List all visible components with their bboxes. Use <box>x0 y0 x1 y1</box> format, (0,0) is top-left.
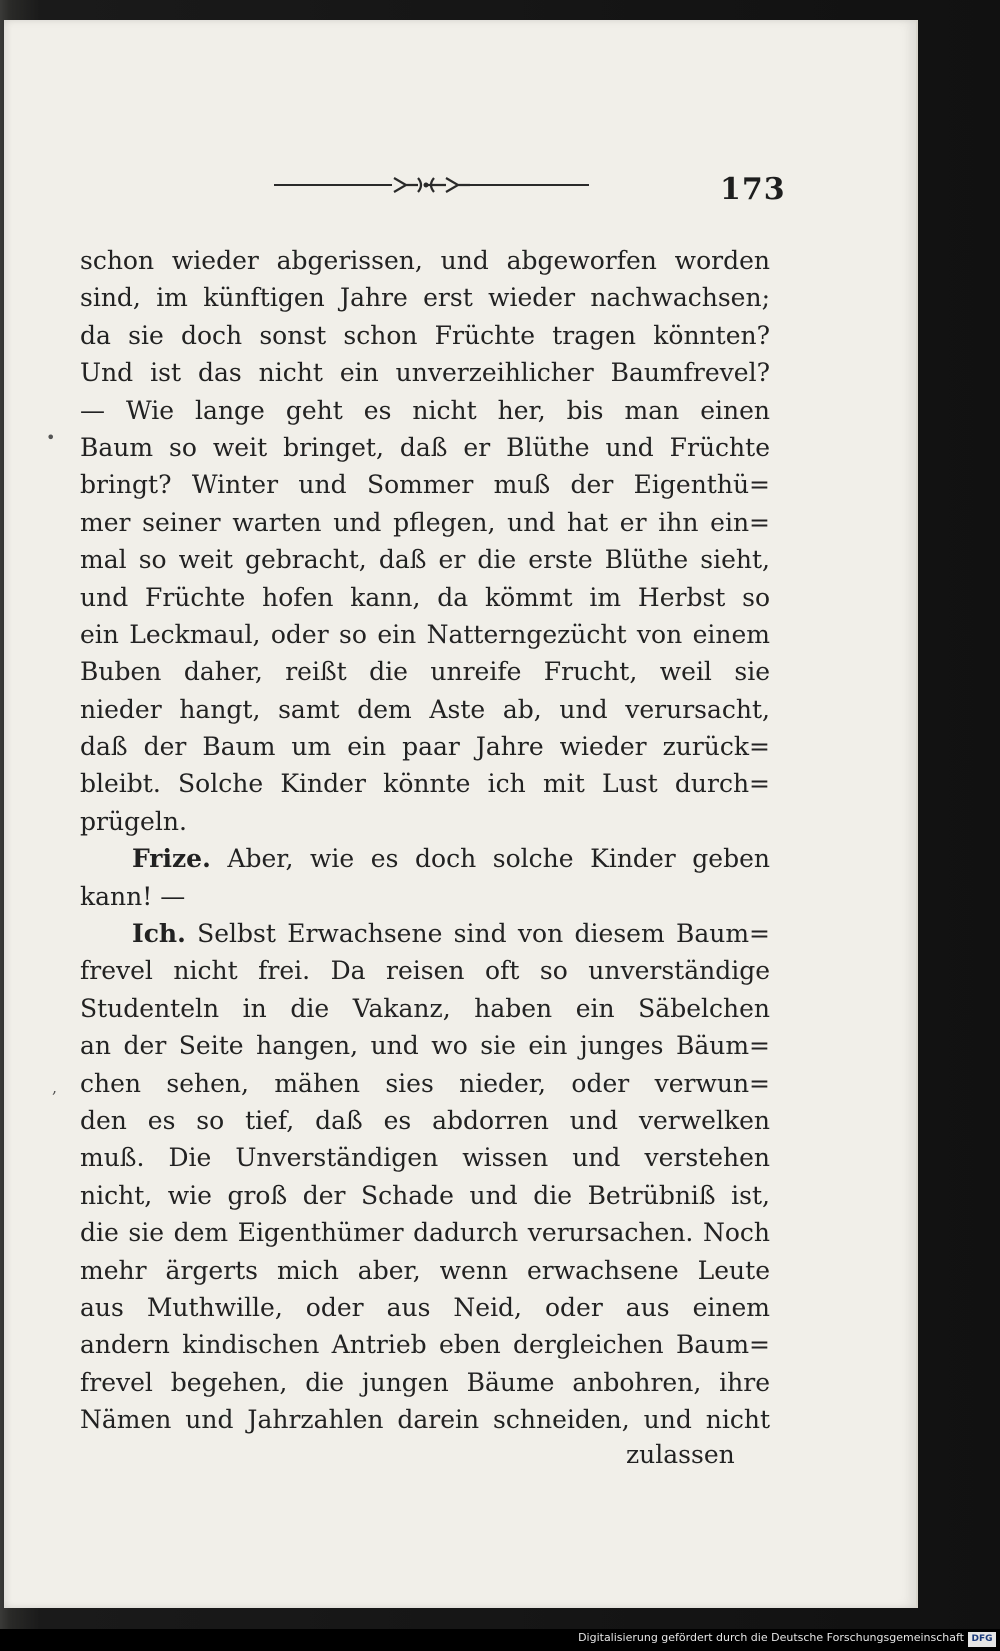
speaker-name: Ich. <box>132 919 186 949</box>
text-line: Buben daher, reißt die unreife Frucht, weil sie <box>80 657 770 687</box>
text-line: nieder hangt, samt dem Aste ab, und verursacht, <box>80 694 770 724</box>
text-line: prügeln. <box>80 806 187 836</box>
text-line: Nämen und Jahrzahlen darein schneiden, und nicht <box>80 1405 770 1435</box>
text-line: mehr ärgerts mich aber, wenn erwachsene Leute <box>80 1255 770 1285</box>
text-line: mal so weit gebracht, daß er die erste Blüthe sieht, <box>80 545 770 575</box>
text-line: schon wieder abgerissen, und abgeworfen worden <box>80 246 770 275</box>
text-line: kann! — <box>80 881 186 911</box>
speaker-name: Frize. <box>132 844 211 874</box>
text-line: die sie dem Eigenthümer dadurch verursachen. Noch <box>80 1218 770 1248</box>
text-line: und Früchte hofen kann, da kömmt im Herbst so <box>80 582 770 612</box>
text-line: nicht, wie groß der Schade und die Betrübniß ist, <box>80 1180 770 1210</box>
header-ornament <box>274 172 589 198</box>
text-line: muß. Die Unverständigen wissen und verstehen <box>80 1143 770 1173</box>
text-line: ein Leckmaul, oder so ein Natterngezücht von einem <box>80 619 770 649</box>
page-number: 173 <box>720 172 786 207</box>
text-line: Baum so weit bringet, daß er Blüthe und Früchte <box>80 432 770 462</box>
dialogue-line <box>80 840 770 877</box>
digitization-footer <box>0 1629 1000 1651</box>
dialogue-line <box>80 915 770 952</box>
footer-credit: Digitalisierung gefördert durch die Deutsche Forschungsgemeinschaft <box>578 1631 964 1644</box>
body-text <box>80 242 770 1439</box>
margin-dot: • <box>46 428 56 447</box>
book-page <box>4 20 918 1608</box>
text-line: frevel nicht frei. Da reisen oft so unverständige <box>80 956 770 986</box>
text-line: andern kindischen Antrieb eben dergleichen Baum= <box>80 1330 770 1360</box>
text-line: den es so tief, daß es abdorren und verwelken <box>80 1105 770 1135</box>
text-line: bleibt. Solche Kinder könnte ich mit Lust durch= <box>80 769 770 799</box>
dialogue-text: Aber, wie es doch solche Kinder geben <box>210 844 770 874</box>
text-line: bringt? Winter und Sommer muß der Eigenthü= <box>80 470 770 500</box>
text-line: Studenteln in die Vakanz, haben ein Säbelchen <box>80 993 770 1023</box>
dfg-logo: DFG <box>968 1632 996 1647</box>
text-line: da sie doch sonst schon Früchte tragen könnten? <box>80 320 770 350</box>
text-line: aus Muthwille, oder aus Neid, oder aus einem <box>80 1292 770 1322</box>
text-line: — Wie lange geht es nicht her, bis man einen <box>80 395 770 425</box>
text-line: Und ist das nicht ein unverzeihlicher Baumfrevel? <box>80 358 770 388</box>
dialogue-text: Selbst Erwachsene sind von diesem Baum= <box>185 919 770 949</box>
margin-mark: , <box>52 1078 58 1097</box>
text-line: mer seiner warten und pflegen, und hat er ihn ein= <box>80 507 770 537</box>
text-line: chen sehen, mähen sies nieder, oder verwun= <box>80 1068 770 1098</box>
text-line: an der Seite hangen, und wo sie ein junges Bäum= <box>80 1031 770 1061</box>
text-line: daß der Baum um ein paar Jahre wieder zurück= <box>80 732 770 762</box>
catchword: zulassen <box>626 1440 735 1469</box>
text-line: frevel begehen, die jungen Bäume anbohren, ihre <box>80 1367 770 1397</box>
text-line: sind, im künftigen Jahre erst wieder nachwachsen; <box>80 283 770 313</box>
